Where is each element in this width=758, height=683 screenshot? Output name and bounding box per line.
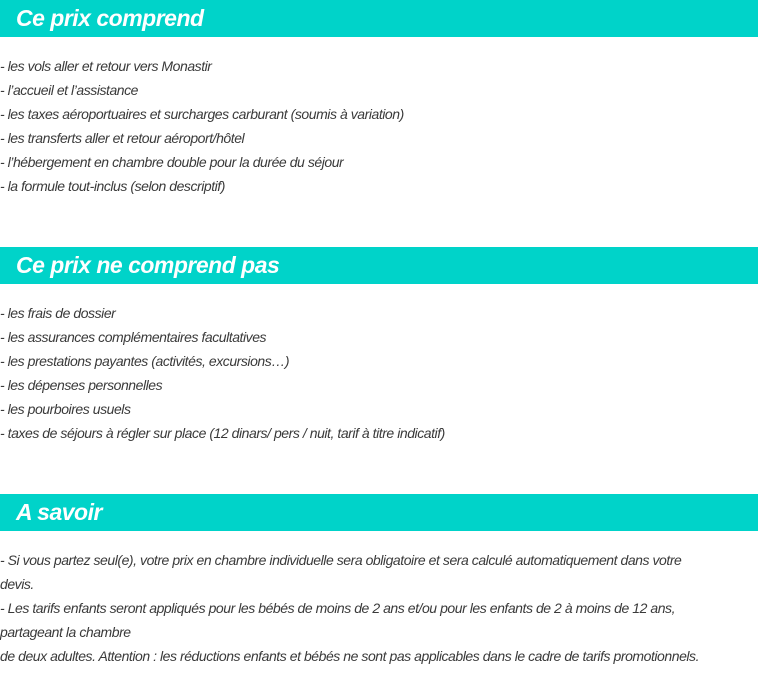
list-item: - l’accueil et l’assistance	[0, 82, 139, 98]
list-item: - les vols aller et retour vers Monastir	[0, 58, 212, 74]
text-line: devis.	[0, 576, 34, 592]
good-to-know-text	[0, 531, 758, 668]
list-item: - les prestations payantes (activités, excursions…)	[0, 353, 290, 369]
section-heading: A savoir	[0, 494, 758, 531]
list-item: - les assurances complémentaires facultatives	[0, 329, 267, 345]
list-item: - taxes de séjours à régler sur place (12 dinars/ pers / nuit, tarif à titre indicatif)	[0, 425, 445, 441]
text-line: partageant la chambre	[0, 624, 131, 640]
included-list	[0, 37, 758, 198]
not-included-list	[0, 284, 758, 445]
list-item: - l’hébergement en chambre double pour la durée du séjour	[0, 154, 344, 170]
section-heading: Ce prix ne comprend pas	[0, 247, 758, 284]
text-line: - Les tarifs enfants seront appliqués pour les bébés de moins de 2 ans et/ou pour les enfants de 2 à moins de 12 ans,	[0, 600, 676, 616]
list-item: - les dépenses personnelles	[0, 377, 163, 393]
list-item: - les taxes aéroportuaires et surcharges carburant (soumis à variation)	[0, 106, 404, 122]
section-included	[0, 0, 758, 198]
text-line: - Si vous partez seul(e), votre prix en chambre individuelle sera obligatoire et sera calculé automatiquement dans votre	[0, 552, 682, 568]
list-item: - les pourboires usuels	[0, 401, 131, 417]
section-heading: Ce prix comprend	[0, 0, 758, 37]
section-not-included	[0, 247, 758, 445]
list-item: - les frais de dossier	[0, 305, 116, 321]
list-item: - les transferts aller et retour aéroport/hôtel	[0, 130, 245, 146]
text-line: de deux adultes. Attention : les réductions enfants et bébés ne sont pas applicables dans le cadre de tarifs promotionnels.	[0, 648, 700, 664]
section-good-to-know	[0, 494, 758, 668]
list-item: - la formule tout-inclus (selon descriptif)	[0, 178, 225, 194]
